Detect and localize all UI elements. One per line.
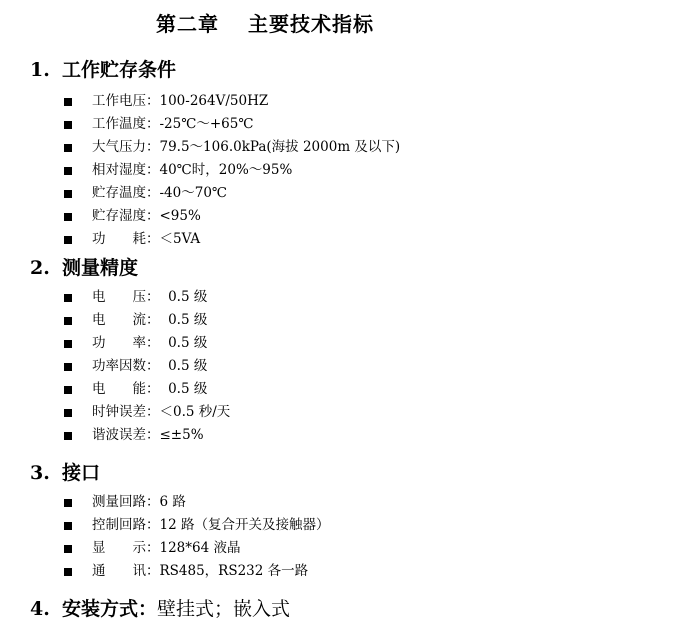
section-number: 3.: [30, 462, 50, 484]
section-title: 接口: [62, 462, 101, 484]
section-title: 测量精度: [62, 257, 139, 279]
section-heading-4: [30, 594, 290, 621]
square-bullet-icon: [64, 190, 72, 198]
section-number: 4.: [30, 598, 50, 620]
square-bullet-icon: [64, 121, 72, 129]
square-bullet-icon: [64, 432, 72, 440]
square-bullet-icon: [64, 167, 72, 175]
section-number: 1.: [30, 59, 50, 81]
chapter-title: 第二章 主要技术指标: [156, 12, 374, 36]
section-heading-1: [30, 55, 176, 82]
square-bullet-icon: [64, 386, 72, 394]
installation-methods: 壁挂式；嵌入式: [157, 598, 291, 620]
square-bullet-icon: [64, 317, 72, 325]
section-title: 工作贮存条件: [62, 59, 177, 81]
square-bullet-icon: [64, 363, 72, 371]
section-title: 安装方式：: [62, 598, 158, 620]
square-bullet-icon: [64, 213, 72, 221]
section-heading-3: [30, 458, 100, 485]
square-bullet-icon: [64, 409, 72, 417]
square-bullet-icon: [64, 545, 72, 553]
square-bullet-icon: [64, 522, 72, 530]
document-page: 第二章 主要技术指标 1. 工作贮存条件 工作电压：100-264V/50HZ 工作温度：-25℃～+65℃ 大气压力：79.5～106.0kPa(海拔 2000m 及以下) 相对湿度：40℃时，20%～95% 贮存温度：-40～70℃ 贮存湿度：<95% 功 耗：＜5VA 2. 测量精度 电 压： 0.5 级 电 流： 0.5 级 功 率： 0.5 级 功率因数： 0.5 级 电 能： 0.5 级 时钟误差：＜0.5 秒/天 谐波误差：≤±5% 3. 接口 测量回路：6 路 控制回路：12 路（复合开关及接触器） 显 示：128*64 液晶 通 讯：RS485，RS232 各一路 4. 安装方式：壁挂式；嵌入式: [0, 0, 700, 631]
square-bullet-icon: [64, 144, 72, 152]
square-bullet-icon: [64, 98, 72, 106]
section-heading-2: [30, 253, 138, 280]
section-number: 2.: [30, 257, 50, 279]
square-bullet-icon: [64, 236, 72, 244]
square-bullet-icon: [64, 294, 72, 302]
square-bullet-icon: [64, 340, 72, 348]
square-bullet-icon: [64, 568, 72, 576]
square-bullet-icon: [64, 499, 72, 507]
